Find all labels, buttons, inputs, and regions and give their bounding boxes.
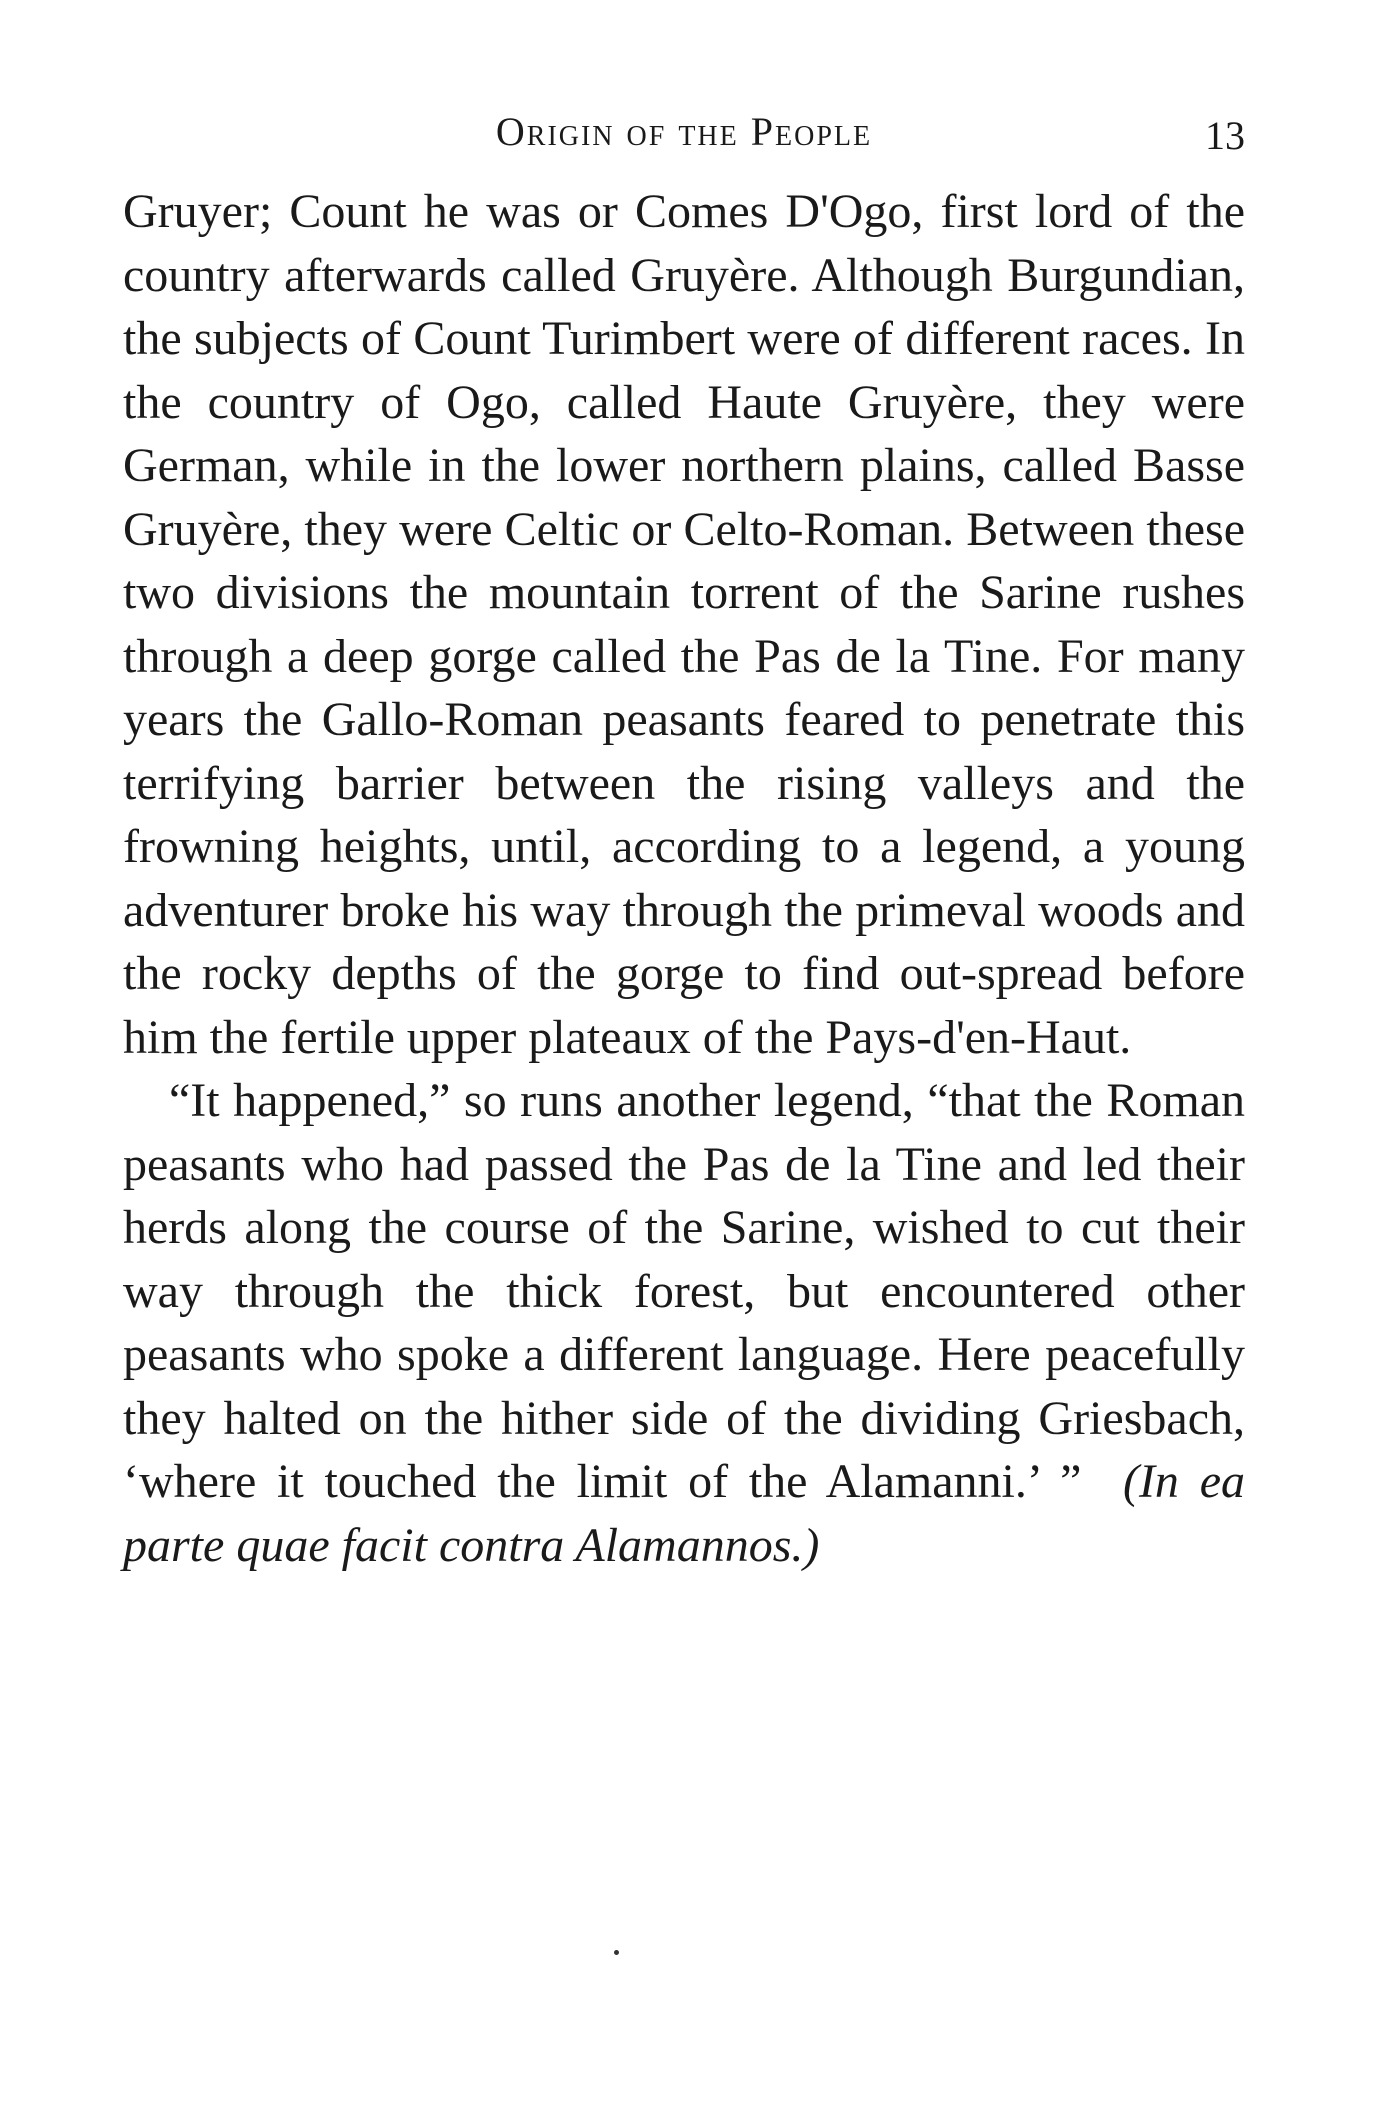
paragraph-1: Gruyer; Count he was or Comes D'Ogo, first lord of the country afterwards called Gruyère. Although Burgundian, the subjects of Count Turimbert were of different races. In the country of Ogo, called Haute Gruyère, they were German, while in the lower northern plains, called Basse Gruyère, they were Celtic or Celto-Roman. Between these two divisions the mountain torrent of the Sarine rushes through a deep gorge called the Pas de la Tine. For many years the Gallo-Roman peasants feared to penetrate this terrifying barrier between the rising valleys and the frowning heights, until, according to a legend, a young adventurer broke his way through the primeval woods and the rocky depths of the gorge to find out-spread before him the fertile upper plateaux of the Pays-d'en-Haut. <box>123 185 1245 1064</box>
stray-dot <box>614 1950 619 1955</box>
paragraph-2-text: “It happened,” so runs another legend, “that the Roman peasants who had passed the Pas de la Tine and led their herds along the course of the Sarine, wished to cut their way through the thick forest, but encountered other peasants who spoke a different language. Here peacefully they halted on the hither side of the dividing Griesbach, ‘where it touched the limit of the Alamanni.’ ” <box>123 1074 1245 1508</box>
latin-quotation: (In ea parte quae facit contra Alamannos.) <box>123 1455 1246 1572</box>
running-head <box>123 108 1245 168</box>
paragraph-2 <box>123 1069 1245 1577</box>
body-text <box>123 180 1245 1577</box>
page-number: 13 <box>1205 113 1245 158</box>
running-title: Origin of the People <box>495 109 873 154</box>
